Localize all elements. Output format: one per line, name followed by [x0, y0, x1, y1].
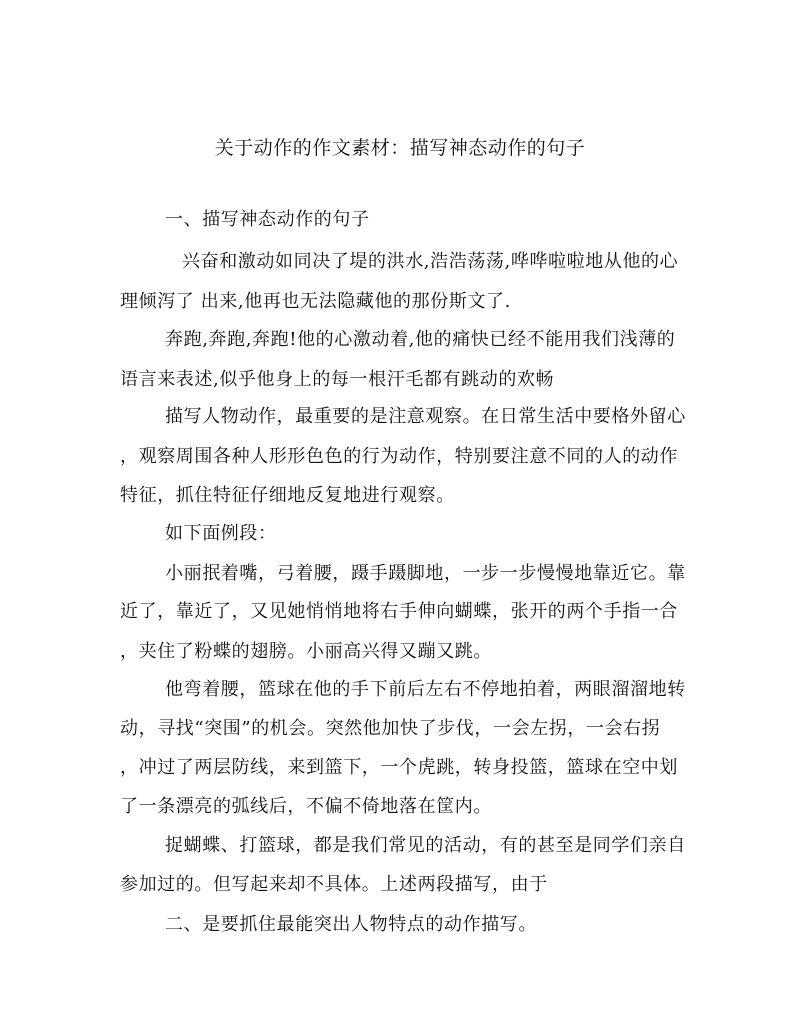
paragraph-line: 捉蝴蝶、打篮球，都是我们常见的活动，有的甚至是同学们亲自 [165, 835, 686, 856]
paragraph-line: ，观察周围各种人形形色色的行为动作，特别要注意不同的人的动作 [120, 446, 678, 467]
paragraph-line: 描写人物动作，最重要的是注意观察。在日常生活中要格外留心 [165, 406, 686, 427]
paragraph-line: 了一条漂亮的弧线后，不偏不倚地落在筐内。 [120, 796, 492, 817]
paragraph-line: 特征，抓住特征仔细地反复地进行观察。 [120, 485, 455, 506]
paragraph-line: ，夹住了粉蝶的翅膀。小丽高兴得又蹦又跳。 [120, 641, 492, 662]
paragraph-line: ，冲过了两层防线，来到篮下，一个虎跳，转身投篮，篮球在空中划 [120, 757, 678, 778]
paragraph-line: 动，寻找“突围”的机会。突然他加快了步伐，一会左拐，一会右拐 [120, 718, 661, 739]
paragraph-line: 奔跑,奔跑,奔跑!他的心激动着,他的痛快已经不能用我们浅薄的 [165, 329, 676, 350]
paragraph-line: 如下面例段： [165, 523, 277, 544]
paragraph-line: 兴奋和激动如同决了堤的洪水,浩浩荡荡,哗哗啦啦地从他的心 [182, 251, 679, 272]
section-heading-1: 一、描写神态动作的句子 [165, 209, 370, 230]
paragraph-line: 小丽抿着嘴，弓着腰，蹑手蹑脚地，一步一步慢慢地靠近它。靠 [165, 563, 686, 584]
paragraph-line: 参加过的。但写起来却不具体。上述两段描写，由于 [120, 874, 548, 895]
paragraph-line: 语言来表述,似乎他身上的每一根汗毛都有跳动的欢畅 [120, 369, 555, 390]
paragraph-line: 近了，靠近了，又见她悄悄地将右手伸向蝴蝶，张开的两个手指一合 [120, 601, 678, 622]
document-title: 关于动作的作文素材：描写神态动作的句子 [214, 137, 586, 159]
section-heading-2: 二、是要抓住最能突出人物特点的动作描写。 [165, 914, 537, 935]
paragraph-line: 理倾泻了 出来,他再也无法隐藏他的那份斯文了. [120, 291, 511, 312]
paragraph-line: 他弯着腰，篮球在他的手下前后左右不停地拍着，两眼溜溜地转 [165, 679, 686, 700]
